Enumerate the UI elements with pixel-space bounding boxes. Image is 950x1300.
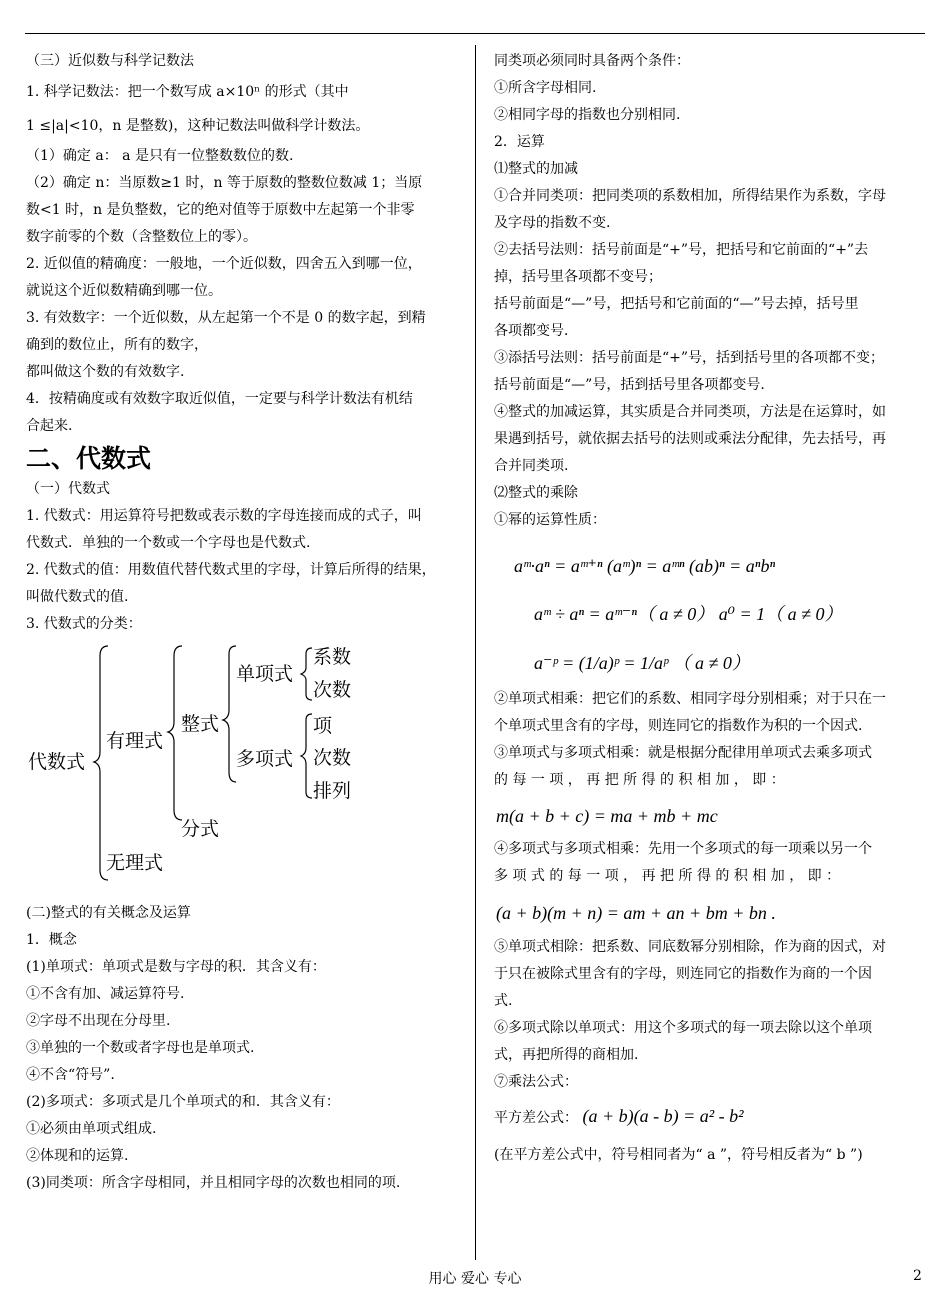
text-line: 式. [494, 993, 513, 1009]
left-column [26, 48, 466, 1197]
text-line: 1 ≤|a|<10，n 是整数)，这种记数法叫做科学计数法。 [26, 118, 370, 134]
text-line: 合起来. [26, 418, 73, 434]
formula-difference-of-squares-row [494, 1096, 926, 1138]
text-line: ①不含有加、减运算符号. [26, 986, 185, 1002]
text-line: ②相同字母的指数也分别相同. [494, 107, 681, 123]
tree-node-term: 项 [313, 715, 333, 737]
brace-rational [168, 646, 182, 820]
text-line: 2. 近似值的精确度：一般地，一个近似数，四舍五入到哪一位， [26, 256, 422, 272]
text-line: （一）代数式 [26, 481, 110, 497]
tree-node-monomial: 单项式 [236, 663, 294, 685]
text-line: (2)多项式：多项式是几个单项式的和．其含义有： [26, 1094, 340, 1110]
text-line: 代数式．单独的一个数或一个字母也是代数式. [26, 535, 311, 551]
text-line: 及字母的指数不变. [494, 215, 611, 231]
text-line: (在平方差公式中，符号相同者为“ a ”，符号相反者为“ b ”) [494, 1147, 863, 1163]
text-line: ⑥多项式除以单项式：用这个多项式的每一项去除以这个单项 [494, 1020, 872, 1036]
text-line: 就说这个近似数精确到哪一位。 [26, 283, 222, 299]
formula-label: 平方差公式： [494, 1110, 578, 1126]
text-line: 式，再把所得的商相加. [494, 1047, 639, 1063]
text-line: ③单项式与多项式相乘：就是根据分配律用单项式去乘多项式 [494, 745, 872, 761]
page-number: 2 [913, 1268, 922, 1284]
text-line: 果遇到括号，就依据去括号的法则或乘法分配律，先去括号，再 [494, 431, 886, 447]
text-line: 同类项必须同时具备两个条件： [494, 53, 690, 69]
text-line: (3)同类项：所含字母相同，并且相同字母的次数也相同的项. [26, 1175, 401, 1191]
section-heading: 二、代数式 [26, 444, 152, 473]
text-line: （2）确定 n：当原数≥1 时，n 等于原数的整数位数减 1；当原 [26, 175, 423, 191]
brace-integral [223, 646, 236, 782]
tree-node-coefficient: 系数 [313, 646, 352, 668]
text-line: 个单项式里含有的字母，则连同它的指数作为积的一个因式. [494, 718, 863, 734]
text-line: 各项都变号． [494, 323, 578, 339]
text-line: (二)整式的有关概念及运算 [26, 905, 191, 921]
tree-node-polynomial: 多项式 [236, 748, 294, 770]
text-line: 1. 科学记数法：把一个数写成 a×10ⁿ 的形式（其中 [26, 84, 349, 100]
text-line: (1)单项式：单项式是数与字母的积．其含义有： [26, 959, 326, 975]
top-rule [25, 33, 925, 34]
tree-node-degree: 次数 [313, 679, 352, 701]
text-line: 合并同类项. [494, 458, 569, 474]
text-line: 括号前面是“—”号，把括号和它前面的“—”号去掉，括号里 [494, 296, 859, 312]
brace-polynomial [301, 714, 312, 798]
text-line: ①所含字母相同. [494, 80, 597, 96]
text-line: ③添括号法则：括号前面是“+”号，括到括号里的各项都不变； [494, 350, 885, 366]
formula-difference-of-squares: (a + b)(a - b) = a² - b² [582, 1106, 744, 1126]
text-line: ⑦乘法公式： [494, 1074, 578, 1090]
tree-node-root: 代数式 [28, 751, 86, 773]
text-line: 叫做代数式的值. [26, 589, 129, 605]
brace-monomial [301, 648, 312, 700]
text-line: 数<1 时，n 是负整数，它的绝对值等于原数中左起第一个非零 [26, 202, 415, 218]
text-line: （三）近似数与科学记数法 [26, 53, 194, 69]
text-line: 1. 代数式：用运算符号把数或表示数的字母连接而成的式子，叫 [26, 508, 422, 524]
formula-negative-exponent: a⁻ᵖ = (1/a)ᵖ = 1/aᵖ （ a ≠ 0） [534, 653, 750, 673]
text-line: 确到的数位止，所有的数字， [26, 337, 208, 353]
formula-polynomial-product: (a + b)(m + n) = am + an + bm + bn . [496, 903, 776, 923]
text-line: ④不含“符号”. [26, 1067, 115, 1083]
tree-node-irrational: 无理式 [106, 852, 164, 874]
text-line: ①合并同类项：把同类项的系数相加，所得结果作为系数，字母 [494, 188, 886, 204]
brace-root [94, 646, 108, 880]
formula-distributive: m(a + b + c) = ma + mb + mc [496, 806, 718, 826]
text-line: ②字母不出现在分母里. [26, 1013, 171, 1029]
text-line: ⑴整式的加减 [494, 161, 578, 177]
text-line: ③单独的一个数或者字母也是单项式. [26, 1040, 255, 1056]
tree-node-integral: 整式 [181, 713, 220, 735]
tree-node-degree: 次数 [313, 747, 352, 769]
text-line: （1）确定 a： a 是只有一位整数数位的数. [26, 148, 294, 164]
text-line: 括号前面是“—”号，括到括号里各项都变号. [494, 377, 765, 393]
text-line: 1．概念 [26, 932, 77, 948]
text-line: 都叫做这个数的有效数字. [26, 364, 185, 380]
tree-node-rational: 有理式 [106, 730, 164, 752]
right-column [494, 48, 926, 1172]
tree-node-fractional: 分式 [181, 818, 220, 840]
text-line: ①幂的运算性质： [494, 512, 606, 528]
formula-division-zero: aᵐ ÷ aⁿ = aᵐ⁻ⁿ（ a ≠ 0） a⁰ = 1（ a ≠ 0） [534, 604, 843, 624]
text-line: ⑵整式的乘除 [494, 485, 578, 501]
text-line: ①必须由单项式组成. [26, 1121, 157, 1137]
text-line: 2. 代数式的值：用数值代替代数式里的字母，计算后所得的结果， [26, 562, 436, 578]
text-line: ⑤单项式相除：把系数、同底数幂分别相除，作为商的因式，对 [494, 939, 886, 955]
text-line: ④整式的加减运算，其实质是合并同类项，方法是在运算时，如 [494, 404, 886, 420]
text-line: 4．按精确度或有效数字取近似值，一定要与科学计数法有机结 [26, 391, 413, 407]
classification-tree [26, 642, 466, 900]
text-line: 的 每 一 项 ， 再 把 所 得 的 积 相 加 ， 即 ： [494, 772, 785, 788]
text-line: 3. 有效数字：一个近似数，从左起第一个不是 0 的数字起，到精 [26, 310, 426, 326]
column-divider [475, 45, 476, 1260]
text-line: 多 项 式 的 每 一 项 ， 再 把 所 得 的 积 相 加 ， 即 ： [494, 868, 841, 884]
text-line: 数字前零的个数（含整数位上的零）。 [26, 229, 257, 245]
text-line: ②体现和的运算. [26, 1148, 129, 1164]
text-line: 2．运算 [494, 134, 545, 150]
page-footer: 用心 爱心 专心 [428, 1271, 522, 1287]
text-line: 于只在被除式里含有的字母，则连同它的指数作为商的一个因 [494, 966, 872, 982]
text-line: ④多项式与多项式相乘：先用一个多项式的每一项乘以另一个 [494, 841, 872, 857]
text-line: ②单项式相乘：把它们的系数、相同字母分别相乘；对于只在一 [494, 691, 886, 707]
text-line: 掉，括号里各项都不变号； [494, 269, 662, 285]
formula-power-rules: aᵐ·aⁿ = aᵐ⁺ⁿ (aᵐ)ⁿ = aᵐⁿ (ab)ⁿ = aⁿbⁿ [514, 556, 776, 576]
tree-node-arrangement: 排列 [313, 780, 352, 802]
text-line: 3. 代数式的分类： [26, 616, 142, 632]
text-line: ②去括号法则：括号前面是“+”号，把括号和它前面的“+”去 [494, 242, 869, 258]
